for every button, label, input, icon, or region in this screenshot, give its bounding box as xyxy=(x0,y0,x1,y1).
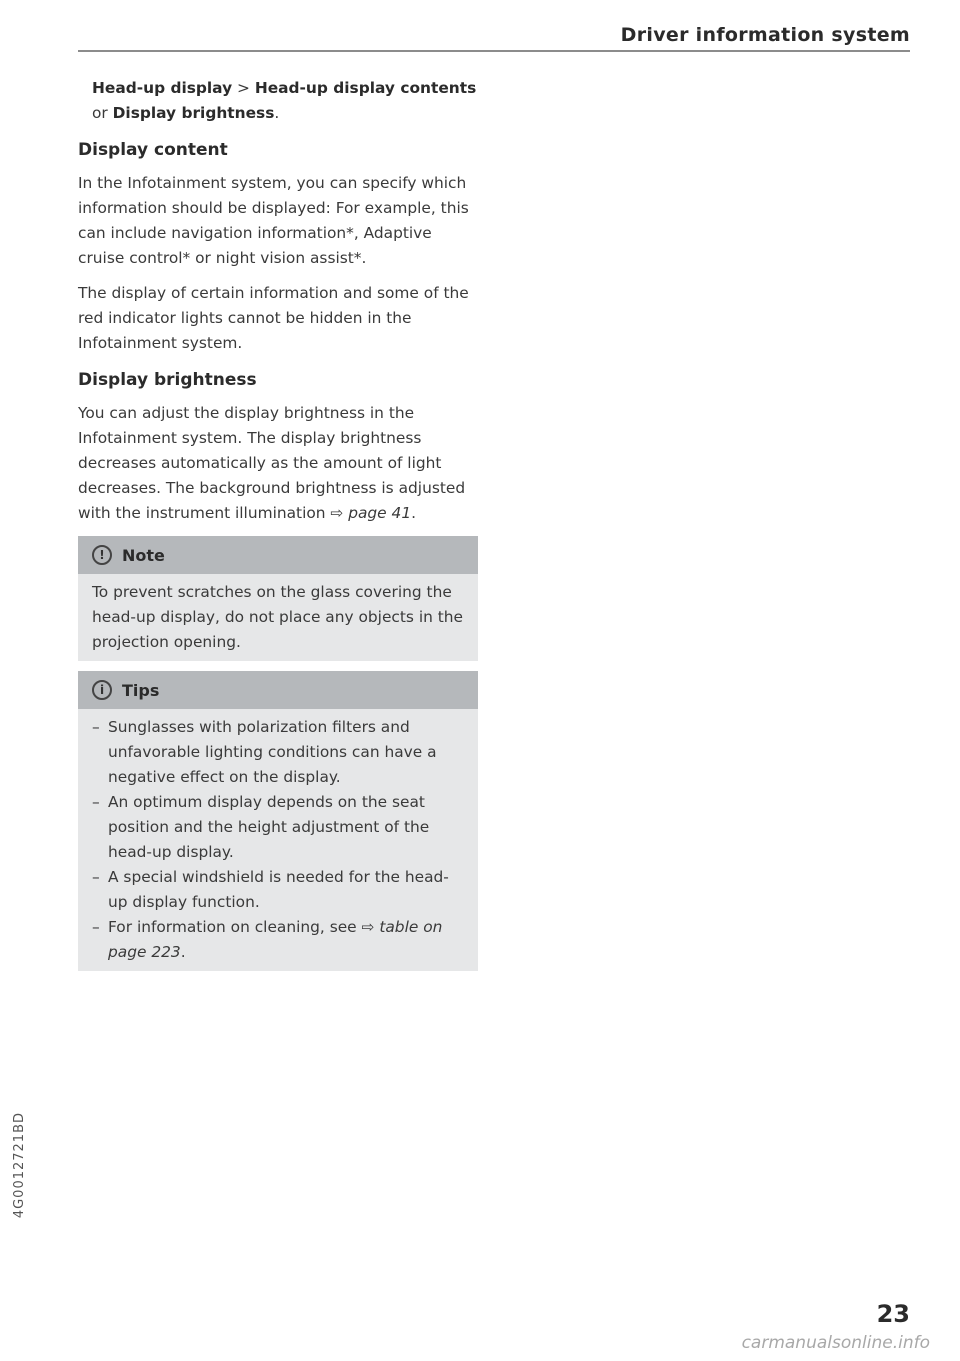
tips-label: Tips xyxy=(122,680,160,700)
page-number: 23 xyxy=(876,1300,910,1328)
brightness-text: You can adjust the display brightness in the Infotainment system. The display brightness decreases automatically as the amount of light decreases. The background brightness is adjusted with the instrument illumination xyxy=(78,404,466,522)
heading-display-brightness: Display brightness xyxy=(78,370,257,390)
tips-last-text: For information on cleaning, see xyxy=(108,918,362,936)
tips-list xyxy=(92,715,464,965)
header-rule xyxy=(78,50,910,52)
menu-or: or xyxy=(92,104,113,122)
menu-item-head-up-display-contents: Head-up display contents xyxy=(254,79,477,97)
list-item: – An optimum display depends on the seat position and the height adjustment of the head-up display. xyxy=(92,790,464,865)
page-ref-link[interactable]: ⇨ page 41 xyxy=(330,504,412,522)
content-paragraph-2: The display of certain information and some of the red indicator lights cannot be hidden in the Infotainment system. xyxy=(78,284,469,352)
main-column xyxy=(78,76,478,971)
list-item: – Sunglasses with polarization filters and unfavorable lighting conditions can have a negative effect on the display. xyxy=(92,715,464,790)
list-item: – A special windshield is needed for the head-up display function. xyxy=(92,865,464,915)
tips-header xyxy=(78,671,478,709)
menu-item-head-up-display: Head-up display xyxy=(92,79,233,97)
note-box xyxy=(78,536,478,661)
header-title: Driver information system xyxy=(620,24,910,46)
note-label: Note xyxy=(122,545,165,565)
tips-last-end: . xyxy=(180,943,186,961)
menu-end: . xyxy=(274,104,280,122)
note-body xyxy=(78,574,478,661)
brightness-paragraph xyxy=(78,401,478,526)
menu-item-display-brightness: Display brightness xyxy=(112,104,275,122)
watermark: carmanualsonline.info xyxy=(741,1333,930,1353)
info-icon: i xyxy=(92,680,112,700)
list-item xyxy=(92,915,464,965)
menu-path xyxy=(92,76,478,126)
table-ref-link[interactable]: ⇨ table on page 223 xyxy=(108,918,443,961)
tips-box xyxy=(78,671,478,971)
exclamation-icon: ! xyxy=(92,545,112,565)
note-header xyxy=(78,536,478,574)
menu-separator: > xyxy=(232,79,255,97)
heading-display-content: Display content xyxy=(78,140,228,160)
tips-body xyxy=(78,709,478,971)
brightness-end: . xyxy=(411,504,417,522)
note-text: To prevent scratches on the glass covering the head-up display, do not place any objects in the projection opening. xyxy=(92,583,464,651)
content-paragraph-1: In the Infotainment system, you can specify which information should be displayed: For example, this can include navigation information*, Adaptive cruise control* or night vision assist*. xyxy=(78,174,469,267)
document-code: 4G0012721BD xyxy=(12,1112,27,1219)
